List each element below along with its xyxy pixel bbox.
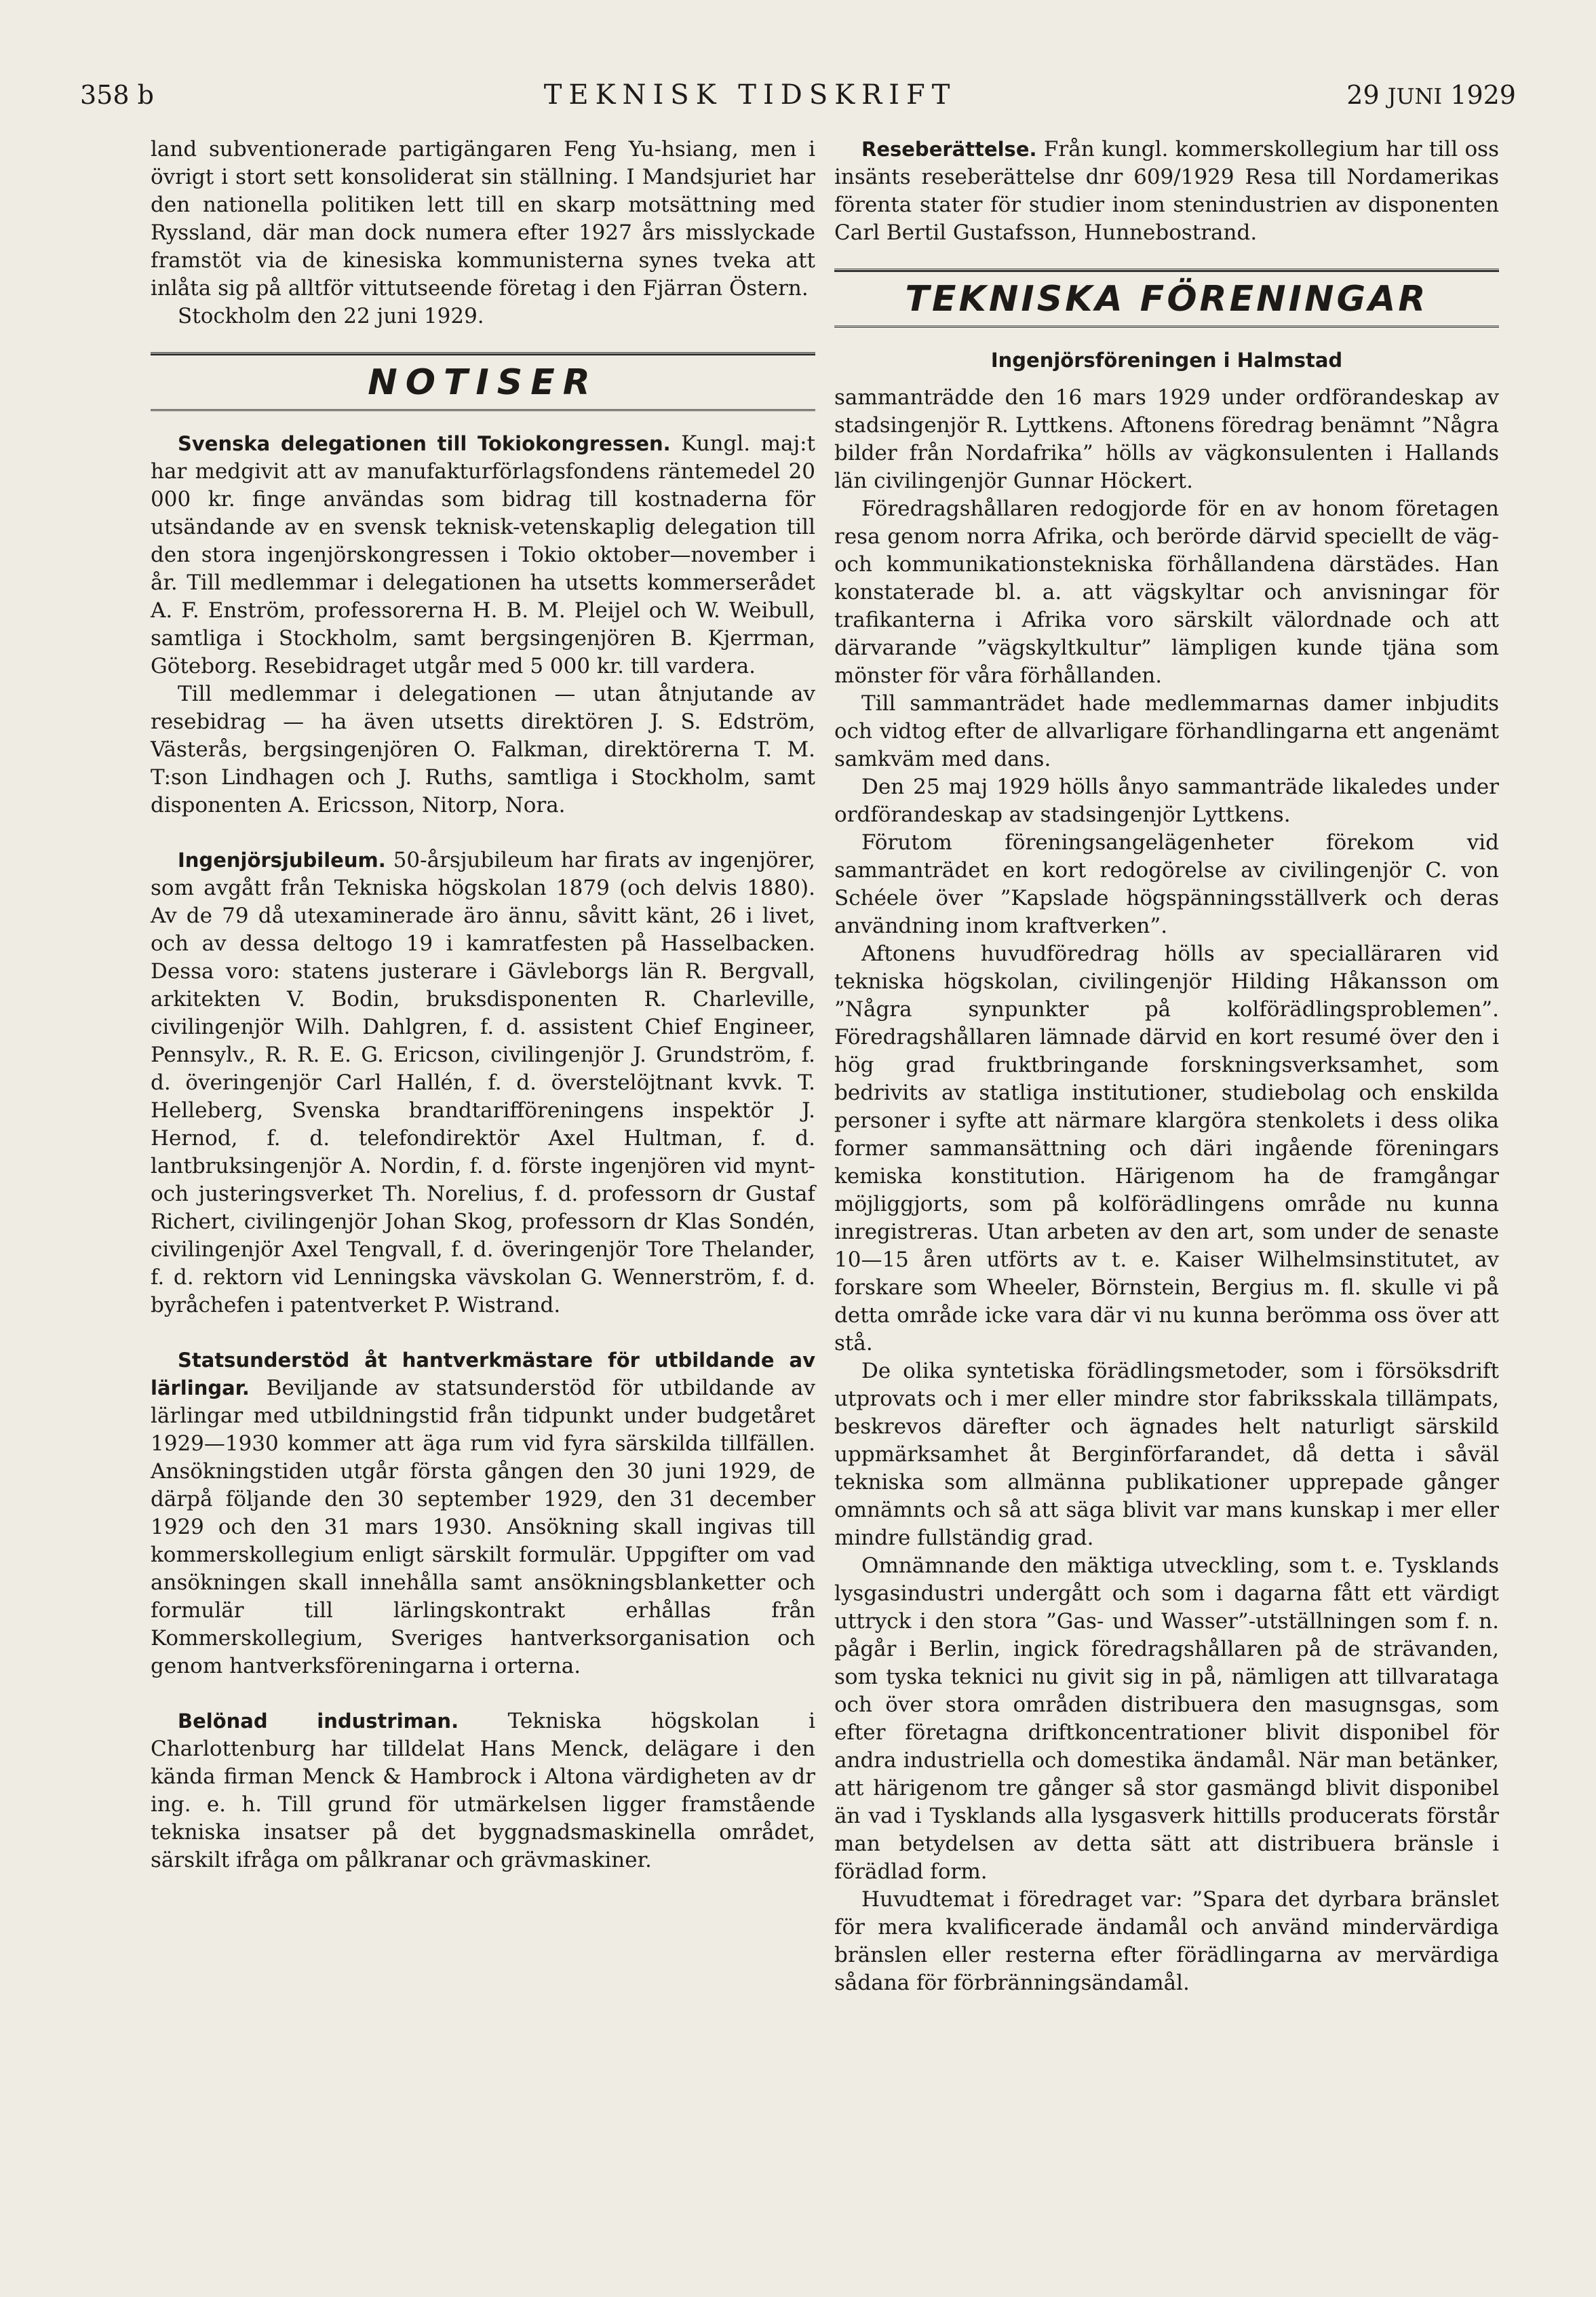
intro-signature: Stockholm den 22 juni 1929.	[178, 304, 484, 328]
association-paragraph: Förutom föreningsangelägenheter förekom vid sammanträdet en kort redogörelse av civilingenjör C. von Schéele över ”Kapslade högspänningsställverk och deras användning inom kraftverken”.	[834, 830, 1499, 938]
notice-title: Statsunderstöd åt hantverkmästare för utbildande av lärlingar.	[151, 1349, 815, 1400]
notice-tokio	[151, 430, 815, 680]
association-paragraph: Huvudtemat i föredraget var: ”Spara det dyrbara bränslet för mera kvalificerade ändamål och använd mindervärdiga bränslen eller resterna efter förädlingarna av mervärdiga sådana för förbränningsändamål.	[834, 1887, 1499, 1995]
notice-title: Belönad industriman.	[178, 1710, 459, 1733]
association-paragraph: Till sammanträdet hade medlemmarnas damer inbjudits och vidtog efter de allvarligare förhandlingarna ett angenämt samkväm med dans.	[834, 691, 1499, 771]
notice-body: Från kungl. kommerskollegium har till oss insänts reseberättelse dnr 609/1929 Resa till Nordamerikas förenta stater för studier inom stenindustrien av disponenten Carl Bertil Gustafsson, Hunnebostrand.	[834, 137, 1499, 245]
notice-title: Ingenjörsjubileum.	[178, 849, 386, 872]
notice-body: Beviljande av statsunderstöd för utbildande av lärlingar med utbildningstid från tidpunkt under budgetåret 1929—1930 kommer att äga rum vid fyra särskilda tillfällen. Ansökningstiden utgår första gången den 30 juni 1929, de därpå följande den 30 september 1929, den 31 december 1929 och den 31 mars 1930. Ansökning skall ingivas till kommerskollegium enligt särskilt formulär. Uppgifter om vad ansökningen skall innehålla samt ansökningsblanketter och formulär till lärlingskontrakt erhållas från Kommerskollegium, Sveriges hantverksorganisation och genom hantverksföreningarna i orterna.	[151, 1376, 815, 1678]
notice-body: Tekniska högskolan i Charlottenburg har tilldelat Hans Menck, delägare i den kända firman Menck & Hambrock i Altona värdigheten av dr ing. e. h. Till grund för utmärkelsen ligger framstående tekniska insatser på det byggnadsmaskinella området, särskilt ifråga om pålkranar och grävmaskiner.	[151, 1709, 816, 1872]
association-paragraph: Den 25 maj 1929 hölls ånyo sammanträde likaledes under ordförandeskap av stadsingenjör Lyttkens.	[834, 775, 1499, 827]
notice-reseberattelse	[834, 136, 1499, 247]
left-column	[151, 136, 815, 1874]
notice-statsunderstod	[151, 1347, 815, 1680]
notice-title: Reseberättelse.	[861, 138, 1037, 161]
notice-body: Kungl. maj:t har medgivit att av manufakturförlagsfondens räntemedel 20 000 kr. finge användas som bidrag till kostnaderna för utsändande av en svensk teknisk-vetenskaplig delegation till den stora ingenjörskongressen i Tokio oktober—november i år. Till medlemmar i delegationen ha utsetts kommerserådet A. F. Enström, professorerna H. B. M. Pleijel och W. Weibull, samtliga i Stockholm, samt bergsingenjören B. Kjerrman, Göteborg. Resebidraget utgår med 5 000 kr. till vardera.	[151, 431, 815, 678]
notiser-heading	[151, 352, 815, 411]
association-paragraph: Aftonens huvudföredrag hölls av specialläraren vid tekniska högskolan, civilingenjör Hilding Håkansson om ”Några synpunkter på kolförädlingsproblemen”. Föredragshållaren lämnade därvid en kort resumé över den i hög grad fruktbringande forskningsverksamhet, som bedrivits av statliga institutioner, studiebolag och enskilda personer i syfte att närmare klargöra stenkolets i dess olika former sammansättning och däri ingående föreningars kemiska konstitution. Härigenom ha de framgångar möjliggjorts, som på kolförädlingens område nu kunna inregistreras. Utan arbeten av den art, som under de senaste 10—15 åren utförts av t. e. Kaiser Wilhelmsinstitutet, av forskare som Wheeler, Börnstein, Bergius m. fl. skulle vi på detta område icke vara där vi nu kunna berömma oss över att stå.	[834, 942, 1499, 1355]
issue-date: 29 JUNI 1929	[1346, 80, 1516, 110]
notice-body: 50-årsjubileum har firats av ingenjörer, som avgått från Tekniska högskolan 1879 (och delvis 1880). Av de 79 då utexaminerade äro ännu, såvitt känt, 26 i livet, och av dessa deltogo 19 i kamratfesten på Hasselbacken. Dessa voro: statens justerare i Gävleborgs län R. Bergvall, arkitekten V. Bodin, bruksdisponenten R. Charleville, civilingenjör Wilh. Dahlgren, f. d. assistent Chief Engineer, Pennsylv., R. R. E. G. Ericson, civilingenjör J. Grundström, f. d. överingenjör Carl Hallén, f. d. överstelöjtnant kvvk. T. Helleberg, Svenska brandtarifföreningens inspektör J. Hernod, f. d. telefondirektör Axel Hultman, f. d. lantbruksingenjör A. Nordin, f. d. förste ingenjören vid mynt- och justeringsverket Th. Norelius, f. d. professorn dr Gustaf Richert, civilingenjör Johan Skog, professorn dr Klas Sondén, civilingenjör Axel Tengvall, f. d. överingenjör Tore Thelander, f. d. rektorn vid Lenningska vävskolan G. Wennerström, f. d. byråchefen i patentverket P. Wistrand.	[151, 848, 815, 1317]
association-title: Ingenjörsföreningen i Halmstad	[990, 349, 1343, 372]
notice-jubileum	[151, 847, 815, 1319]
right-column	[834, 136, 1499, 1997]
section-title: NOTISER	[368, 362, 598, 403]
association-paragraph: Föredragshållaren redogjorde för en av honom företagen resa genom norra Afrika, och berörde därvid speciellt de väg- och kommunikationstekniska förhållandena därstädes. Han konstaterade bl. a. att vägskyltar och anvisningar för trafikanterna i Afrika voro särskilt välordnade och att därvarande ”vägskyltkultur” lämpligen kunde tjäna som mönster för våra förhållanden.	[834, 497, 1499, 688]
association-paragraph: De olika syntetiska förädlingsmetoder, som i försöksdrift utprovats och i mer eller mindre stor fabriksskala tillämpats, beskrevos därefter och ägnades helt naturligt särskild uppmärksamhet åt Berginförfarandet, då detta i såväl tekniska som allmänna publikationer upprepade gånger omnämnts och så att säga blivit var mans kunskap i mer eller mindre fullständig grad.	[834, 1359, 1499, 1550]
association-paragraph: sammanträdde den 16 mars 1929 under ordförandeskap av stadsingenjör R. Lyttkens. Aftonens föredrag benämnt ”Några bilder från Nordafrika” hölls av vägkonsulenten i Hallands län civilingenjör Gunnar Höckert.	[834, 385, 1499, 493]
association-paragraph: Omnämnande den mäktiga utveckling, som t. e. Tysklands lysgasindustri undergått och som i dagarna fått ett värdigt uttryck i den stora ”Gas- und Wasser”-utställningen som f. n. pågår i Berlin, ingick föredragshållaren på de strävanden, som tyska teknici nu givit sig in på, nämligen att tillvaratagа och över stora områden distribuera den masugnsgas, som efter företagna driftkoncentrationer blivit disponibel för andra industriella och domestika ändamål. När man betänker, att härigenom tre gånger så stor gasmängd blivit disponibel än vad i Tysklands alla lysgasverk hittills producerats förstår man betydelsen av detta sätt att distribuera bränsle i förädlad form.	[834, 1553, 1499, 1884]
section-title: TEKNISKA FÖRENINGAR	[905, 279, 1428, 320]
intro-paragraph: land subventionerade partigängaren Feng Yu-hsiang, men i övrigt i stort sett konsoliderat sin ställning. I Mandsjuriet har den nationella politiken lett till en skarp motsättning med Ryssland, där man dock numera efter 1927 års misslyckade framstöt via de kinesiska kommunisterna synes tveka att inlåta sig på alltför vittutseende företag i den Fjärran Östern.	[151, 137, 815, 301]
journal-title: TEKNISK TIDSKRIFT	[543, 79, 957, 111]
notice-tokio-cont: Till medlemmar i delegationen — utan åtnjutande av resebidrag — ha även utsetts direktören J. S. Edström, Västerås, bergsingenjören O. Falkman, direktörerna T. M. T:son Lindhagen och J. Ruths, samtliga i Stockholm, samt disponenten A. Ericsson, Nitorp, Nora.	[151, 682, 815, 817]
notice-title: Svenska delegationen till Tokiokongressen.	[178, 432, 671, 455]
page-header	[80, 75, 1516, 115]
foreningar-heading	[834, 269, 1499, 328]
notice-belonad	[151, 1707, 815, 1874]
page-number: 358 b	[80, 80, 154, 110]
